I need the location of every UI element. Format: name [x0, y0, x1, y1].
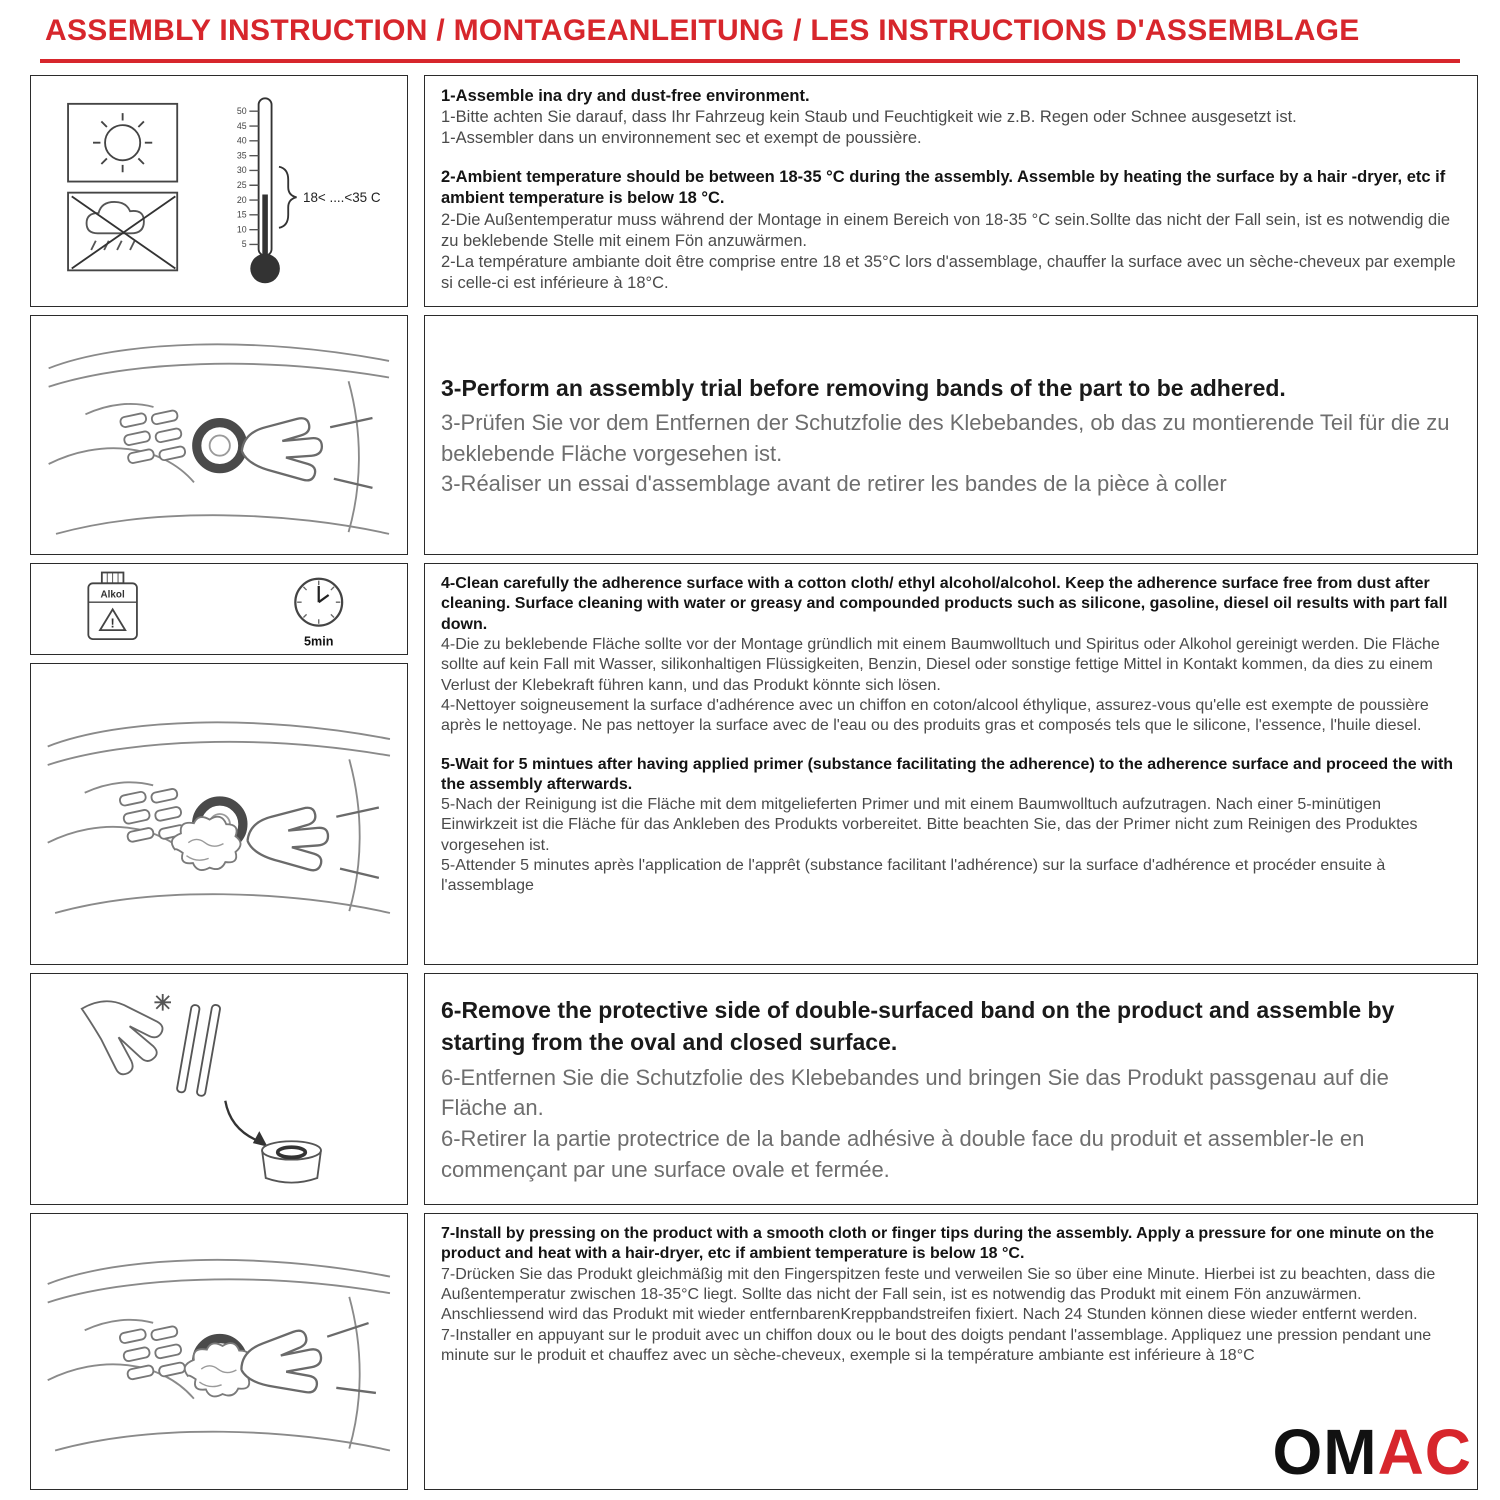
band-removal-figure: [44, 983, 394, 1195]
step1-fr: 1-Assembler dans un environnement sec et exempt de poussière.: [441, 129, 922, 148]
step2-fr: 2-La température ambiante doit être comprise entre 18 et 35°C lors d'assemblage, chauffer la surface avec un sèche-cheveux par exemple si celle-ci est inférieure à 18°C.: [441, 252, 1456, 292]
step1-en: 1-Assemble ina dry and dust-free environment.: [441, 87, 810, 105]
wait-time-label: 5min: [304, 633, 334, 648]
tick-label: 35: [236, 150, 247, 161]
step6-fr: 6-Retirer la partie protectrice de la bande adhésive à double face du produit et assembler-le en commençant par une surface ovale et fermée.: [441, 1126, 1365, 1182]
step5-de: 5-Nach der Reinigung ist die Fläche mit dem mitgelieferten Primer und mit einem Baumwolltuch aufzutragen. Nach einer 5-minütigen Einwirkzeit ist die Fläche für das Ankleben des Produkts vorbereitet. Bitte beachten Sie, das der Primer nicht zum Reinigen des Produktes vorgesehen ist.: [441, 796, 1418, 854]
clock-icon: [295, 578, 342, 648]
climate-thermometer-figure: [44, 85, 394, 297]
step6-de: 6-Entfernen Sie die Schutzfolie des Klebebandes und bringen Sie das Produkt passgenau auf die Fläche an.: [441, 1064, 1389, 1121]
figure-box-pressing: [30, 1213, 408, 1490]
step5-en: 5-Wait for 5 mintues after having applied primer (substance facilitating the adherence) to the adherence surface and proceed the with the assembly afterwards.: [441, 755, 1454, 793]
step7-fr: 7-Installer en appuyant sur le produit avec un chiffon doux ou le bout des doigts pendant l'assemblage. Appliquez une pression pendant une minute sur le produit et chauffez avec un sèche-cheveux, exemple si la température ambiante est inférieure à 18°C: [441, 1326, 1432, 1364]
page-title: ASSEMBLY INSTRUCTION / MONTAGEANLEITUNG / LES INSTRUCTIONS D'ASSEMBLAGE: [45, 14, 1360, 47]
section-cleaning-primer: [30, 563, 1478, 965]
step3-de: 3-Prüfen Sie vor dem Entfernen der Schutzfolie des Klebebandes, ob das zu montierende Teil für die zu beklebende Fläche vorgesehen ist.: [441, 409, 1450, 466]
tick-label: 10: [236, 224, 247, 235]
hand-sketch: [82, 1001, 163, 1074]
figure-box-band-removal: [30, 973, 408, 1205]
figure-box-cleaning: [30, 663, 408, 965]
step4-fr: 4-Nettoyer soigneusement la surface d'adhérence avec un chiffon en coton/alcool éthylique, assurez-vous qu'elle est exempte de poussière après le nettoyage. Ne pas nettoyer la surface avec de l'eau ou des produits gras et composés tels que le silicone, l'essence, l'huile diesel.: [441, 696, 1429, 735]
alcohol-bottle-icon: [88, 572, 137, 639]
temperature-range-label: 18< ....<35 C: [303, 190, 381, 206]
thermometer-icon: [237, 98, 381, 283]
tick-label: 25: [236, 180, 247, 191]
step7-en: 7-Install by pressing on the product with a smooth cloth or finger tips during the assembly. Apply a pressure for one minute on the product and heat with a hair-dryer, etc if ambient temperature is below 18 °C.: [441, 1225, 1434, 1263]
omac-logo: [1272, 1416, 1472, 1488]
step2-de: 2-Die Außentemperatur muss während der Montage in einem Bereich von 18-35 °C sein.Sollte das nicht der Fall sein, ist es notwendig die zu beklebende Stelle mit einem Fön anzuwärmen.: [441, 210, 1451, 250]
sun-icon: [93, 113, 152, 172]
bottle-label: Alkol: [100, 589, 125, 601]
instructions-step-3: [424, 315, 1478, 555]
step2-en: 2-Ambient temperature should be between 18-35 °C during the assembly. Assemble by heating the surface by a hair -dryer, etc if ambient temperature is below 18 °C.: [441, 168, 1446, 208]
title-underline: [40, 59, 1460, 63]
car-pressing-figure: [44, 1225, 394, 1478]
step3-en: 3-Perform an assembly trial before removing bands of the part to be adhered.: [441, 374, 1286, 401]
warning-mark: !: [110, 615, 115, 630]
tick-label: 5: [241, 239, 247, 250]
step4-en: 4-Clean carefully the adherence surface with a cotton cloth/ ethyl alcohol/alcohol. Keep the adherence surface free from dust after cleaning. Surface cleaning with water or greasy and compounded products such as silicone, gasoline, diesel oil results with part fall down.: [441, 575, 1448, 633]
tick-label: 50: [236, 106, 247, 117]
step4-de: 4-Die zu beklebende Fläche sollte vor der Montage gründlich mit einem Baumwolltuch und Spiritus oder Alkohol gereinigt werden. Die Fläche sollte auf kein Fall mit Wasser, silikonhaltigen Flüssigkeiten, Benzin, Diesel oder sonstige fettige Mittel in Kontakt kommen, da dies zu einem Verlust der Klebekraft führen kann, und das Produkt könnte sich lösen.: [441, 635, 1440, 694]
step5-fr: 5-Attender 5 minutes après l'application de l'apprêt (substance facilitant l'adhérence) sur la surface d'adhérence et procéder ensuite à l'assemblage: [441, 857, 1386, 895]
figure-box-trial: [30, 315, 408, 555]
figure-box-alcohol-clock: [30, 563, 408, 655]
instructions-steps-1-2: [424, 75, 1478, 307]
step6-en: 6-Remove the protective side of double-surfaced band on the product and assemble by starting from the oval and closed surface.: [441, 997, 1395, 1056]
tick-label: 15: [236, 209, 247, 220]
section-remove-band: [30, 973, 1478, 1205]
tick-label: 40: [236, 135, 247, 146]
car-cleaning-figure: [44, 676, 394, 952]
instructions-step-6: [424, 973, 1478, 1205]
step1-de: 1-Bitte achten Sie darauf, dass Ihr Fahrzeug kein Staub und Feuchtigkeit wie z.B. Regen oder Schnee ausgesetzt ist.: [441, 108, 1297, 127]
sparkle-icon: [155, 994, 172, 1011]
figure-box-climate: [30, 75, 408, 307]
protective-bands: [177, 1001, 221, 1097]
tick-label: 20: [236, 195, 247, 206]
section-assembly-trial: [30, 315, 1478, 555]
tick-label: 30: [236, 165, 247, 176]
alcohol-clock-figure: [44, 568, 394, 651]
section-environment-temperature: [30, 75, 1478, 307]
car-tape-trial-figure: [44, 326, 394, 545]
omac-logo-black: OM: [1272, 1416, 1378, 1488]
section-press-install: [30, 1213, 1478, 1490]
instructions-steps-4-5: [424, 563, 1478, 965]
range-bracket: [279, 167, 297, 228]
omac-logo-red: AC: [1377, 1416, 1472, 1488]
tick-label: 45: [236, 121, 247, 132]
step3-fr: 3-Réaliser un essai d'assemblage avant de retirer les bandes de la pièce à coller: [441, 471, 1227, 497]
container-icon: [262, 1141, 321, 1182]
no-rain-icon: [72, 197, 176, 269]
step7-de: 7-Drücken Sie das Produkt gleichmäßig mit den Fingerspitzen feste und verweilen Sie so über eine Minute. Hierbei ist zu beachten, dass die Außentemperatur zwischen 18-35°C liegt. Sollte das nicht der Fall sein, ist es notwendig das Produkt mit einem Fön anzuwärmen. Anschliessend wird das Produkt mit wieder entfernbarenKreppbandstreifen fixiert. Nach 24 Stunden können diese wieder entfernt werden.: [441, 1265, 1436, 1324]
